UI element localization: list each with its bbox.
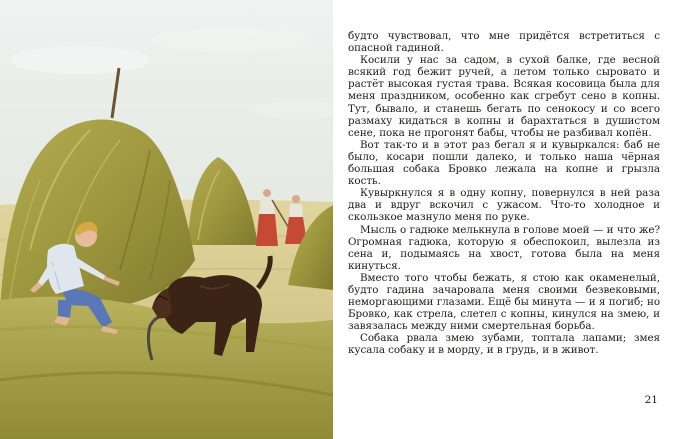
paragraph: будто чувствовал, что мне придётся встретиться с опасной гадиной. <box>348 30 660 55</box>
paragraph: Кувыркнулся я в одну копну, повернулся в ней раза два и вдруг вскочил с ужасом. Что-то холодное и скользкое мазнуло меня по руке. <box>348 187 660 224</box>
cloud <box>150 28 310 52</box>
paragraph: Собака рвала змею зубами, топтала лапами; змея кусала собаку и в морду, и в грудь, и в живот. <box>348 332 660 357</box>
page-number: 21 <box>644 394 658 406</box>
paragraph: Мысль о гадюке мелькнула в голове моей — и что же? Огромная гадюка, которую я обеспокоил, вылезла из сена и, подымаясь на хвост, готова была на меня кинуться. <box>348 223 660 272</box>
illustration-boy-dog-snake <box>0 0 333 439</box>
paragraph: Вместо того чтобы бежать, я стою как окаменелый, будто гадина зачаровала меня своими безвековыми, неморгающими глазами. Ещё бы минута — и я погиб; но Бровко, как стрела, слетел с копны, кинулся на змею, и завязалась между ними смертельная борьба. <box>348 271 660 333</box>
cloud <box>10 46 150 74</box>
paragraph: Вот так-то и в этот раз бегал я и кувыркался: баб не было, косари пошли далеко, и только наша чёрная большая собака Бровко лежала на копне и грызла кость. <box>348 138 660 188</box>
text-column <box>348 30 660 357</box>
paragraph: Косили у нас за садом, в сухой балке, где весной всякий год бежит ручей, а летом только сыровато и растёт высокая густая трава. Всякая косовица была для меня праздником, особенно как сгребут сено в копны. Тут, бывало, и станешь бегать по сенокосу и со всего размаху кидаться в копны и барахтаться в душистом сене, пока не прогонят бабы, чтобы не разбивал копён. <box>348 54 660 139</box>
illustration-svg <box>0 0 333 439</box>
